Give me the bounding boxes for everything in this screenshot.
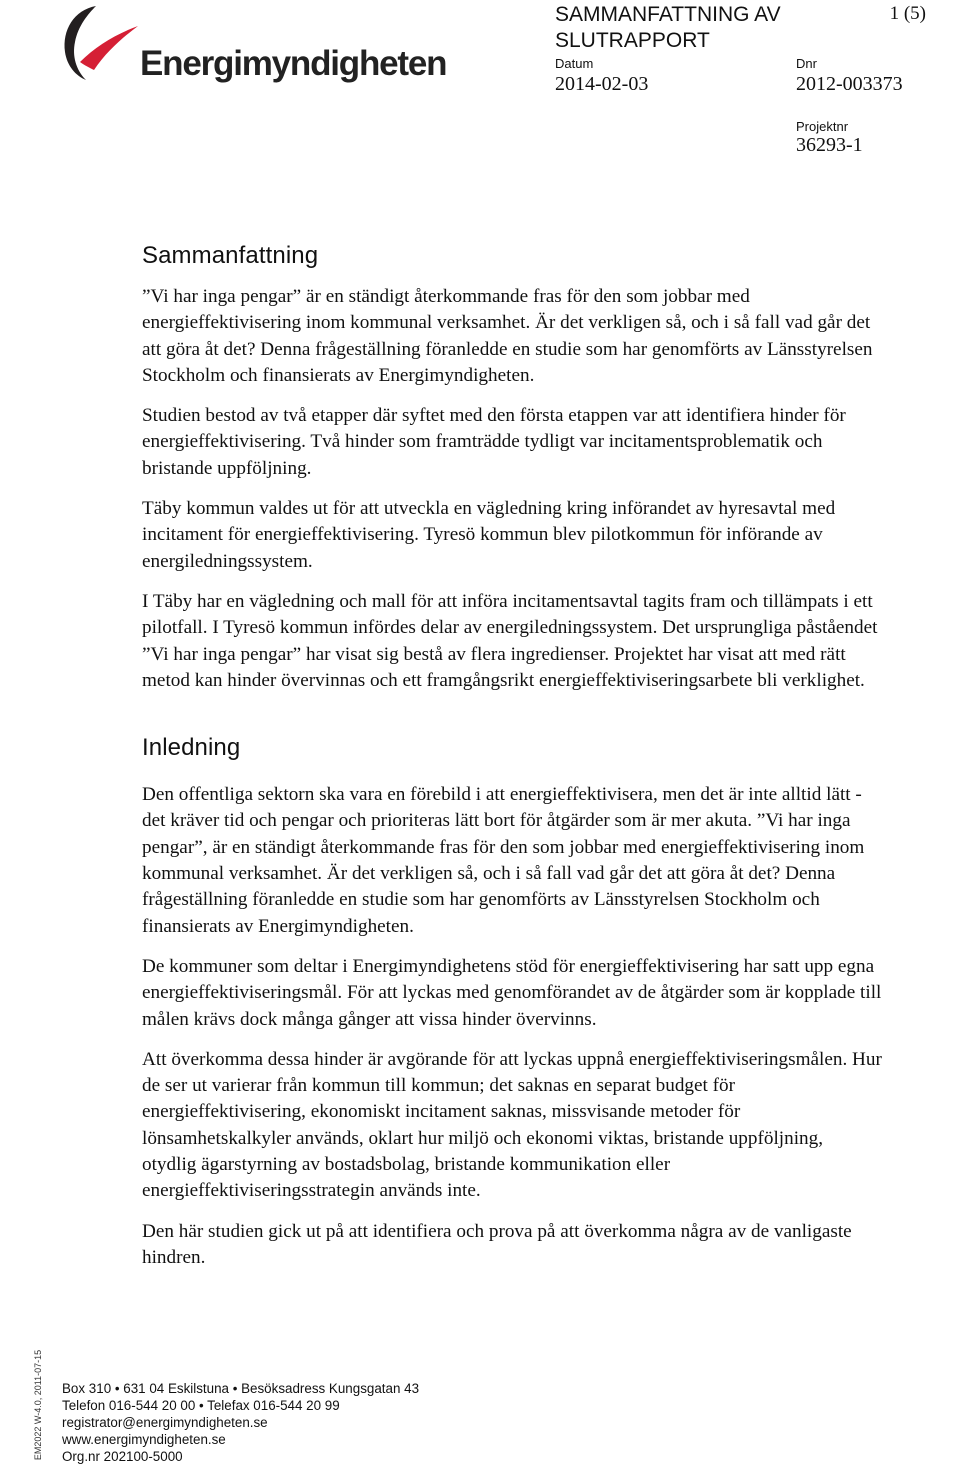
page-number: 1 (5) [889, 3, 926, 24]
projektnr-value: 36293-1 [796, 134, 863, 156]
energimyndigheten-logo [62, 4, 447, 92]
logo-wordmark: Energimyndigheten [140, 44, 447, 83]
date-value: 2014-02-03 [555, 73, 649, 95]
dnr-label: Dnr [796, 56, 817, 71]
footer-address: Box 310 • 631 04 Eskilstuna • Besöksadress Kungsgatan 43 [62, 1381, 420, 1396]
summary-paragraph: Täby kommun valdes ut för att utveckla en vägledning kring införandet av hyresavtal med incitament för energieffektivisering. Tyresö kommun blev pilotkommun för införande av energiledningssystem. [142, 498, 836, 572]
form-code-side-print: EM2022 W-4.0, 2011-07-15 [33, 1349, 43, 1461]
document-type: SAMMANFATTNING AV SLUTRAPPORT [555, 3, 781, 52]
logo-swoosh-icon [62, 4, 142, 92]
intro-paragraph: De kommuner som deltar i Energimyndighetens stöd för energieffektivisering har satt upp egna energieffektiviseringsmål. För att lyckas med genomförandet av de åtgärder som är kopplade till målen krävs dock många gånger att vissa hinder övervinns. [142, 955, 882, 1030]
intro-paragraph: Att överkomma dessa hinder är avgörande för att lyckas uppnå energieffektiviseringsmålen. Hur de ser ut varierar från kommun till kommun; det saknas en separat budget för energieffektivisering, ekonomiskt incitament saknas, missvisande metoder för lönsamhetskalkyler används, oklart hur miljö och ekonomi viktas, bristande uppföljning, otydlig ägarstyrning av bostadsbolag, bristande kommunikation eller energieffektiviseringsstrategin används inte. [142, 1048, 882, 1202]
footer-email[interactable]: registrator@energimyndigheten.se [62, 1415, 268, 1430]
summary-paragraph: ”Vi har inga pengar” är en ständigt återkommande fras för den som jobbar med energieffektivisering inom kommunal verksamhet. Är det verkligen så, och i så fall vad går det att göra åt det? Denna frågeställning föranledde en studie som har genomförts av Länsstyrelsen Stockholm och finansierats av Energimyndigheten. [142, 286, 873, 386]
date-label: Datum [555, 56, 594, 71]
intro-paragraph: Den offentliga sektorn ska vara en förebild i att energieffektivisera, men det är inte alltid lätt - det kräver tid och pengar och prioriteras lätt bort för åtgärder som är mer akuta. ”Vi har inga pengar”, är en ständigt återkommande fras för den som jobbar med energieffektivisering inom kommunal verksamhet. Är det verkligen så, och i så fall vad går det att göra åt det? Denna frågeställning föranledde en studie som har genomförts av Länsstyrelsen Stockholm och finansierats av Energimyndigheten. [142, 784, 865, 937]
summary-heading: Sammanfattning [142, 242, 319, 269]
footer-web[interactable]: www.energimyndigheten.se [62, 1432, 226, 1447]
document-body [142, 242, 882, 1285]
footer [62, 1380, 419, 1465]
footer-phone: Telefon 016-544 20 00 • Telefax 016-544 20 99 [62, 1398, 340, 1413]
summary-paragraph: I Täby har en vägledning och mall för att införa incitamentsavtal tagits fram och tillämpats i ett pilotfall. I Tyresö kommun infördes delar av energiledningssystem. Det ursprungliga påståendet ”Vi har inga pengar” har visat sig bestå av flera ingredienser. Projektet har visat att med rätt metod kan hinder övervinnas och ett framgångsrikt energieffektiviseringsarbete bli verklighet. [142, 590, 878, 691]
projektnr-label: Projektnr [796, 119, 849, 134]
summary-paragraph: Studien bestod av två etapper där syftet med den första etappen var att identifiera hinder för energieffektivisering. Två hinder som framträdde tydligt var incitamentsproblematik och bristande uppföljning. [142, 405, 846, 479]
intro-heading: Inledning [142, 734, 241, 762]
footer-orgnr: Org.nr 202100-5000 [62, 1449, 183, 1464]
intro-paragraph: Den här studien gick ut på att identifiera och prova på att överkomma några av de vanligaste hindren. [142, 1220, 852, 1268]
dnr-value: 2012-003373 [796, 73, 903, 95]
